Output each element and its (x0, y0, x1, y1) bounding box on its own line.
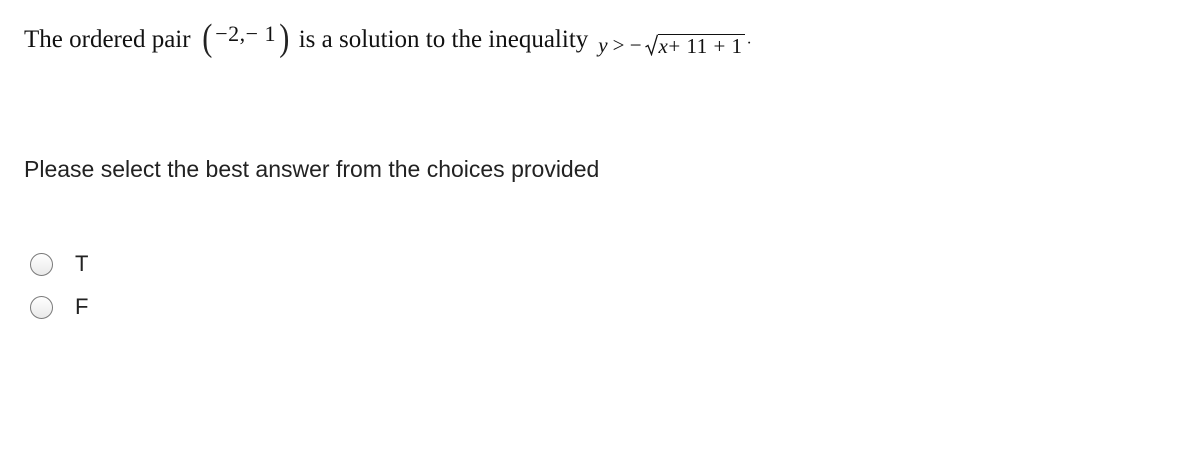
right-paren: ) (279, 17, 290, 59)
radio-button-false[interactable] (30, 296, 53, 319)
inequality-variable: y (598, 32, 608, 57)
choice-true[interactable] (30, 251, 88, 277)
radicand (658, 34, 745, 57)
question-text (24, 16, 752, 64)
question-prefix: The ordered pair (24, 26, 191, 53)
instruction-text: Please select the best answer from the choices provided (24, 156, 600, 182)
inequality-expression (598, 33, 752, 58)
expression-end-dot: · (746, 35, 752, 52)
ordered-pair-values: −2,− 1 (215, 21, 277, 46)
left-paren: ( (201, 17, 212, 59)
inequality-operator: > − (612, 32, 642, 57)
choice-label-true: T (75, 251, 89, 276)
radicand-variable: x (658, 33, 669, 58)
question-middle: is a solution to the inequality (298, 26, 589, 53)
ordered-pair (201, 17, 291, 59)
radio-button-true[interactable] (30, 253, 53, 276)
choice-false[interactable] (30, 294, 88, 320)
choice-label-false: F (75, 294, 89, 319)
radicand-rest: + 11 + 1 (668, 33, 743, 58)
radical-sign-icon (645, 34, 658, 56)
